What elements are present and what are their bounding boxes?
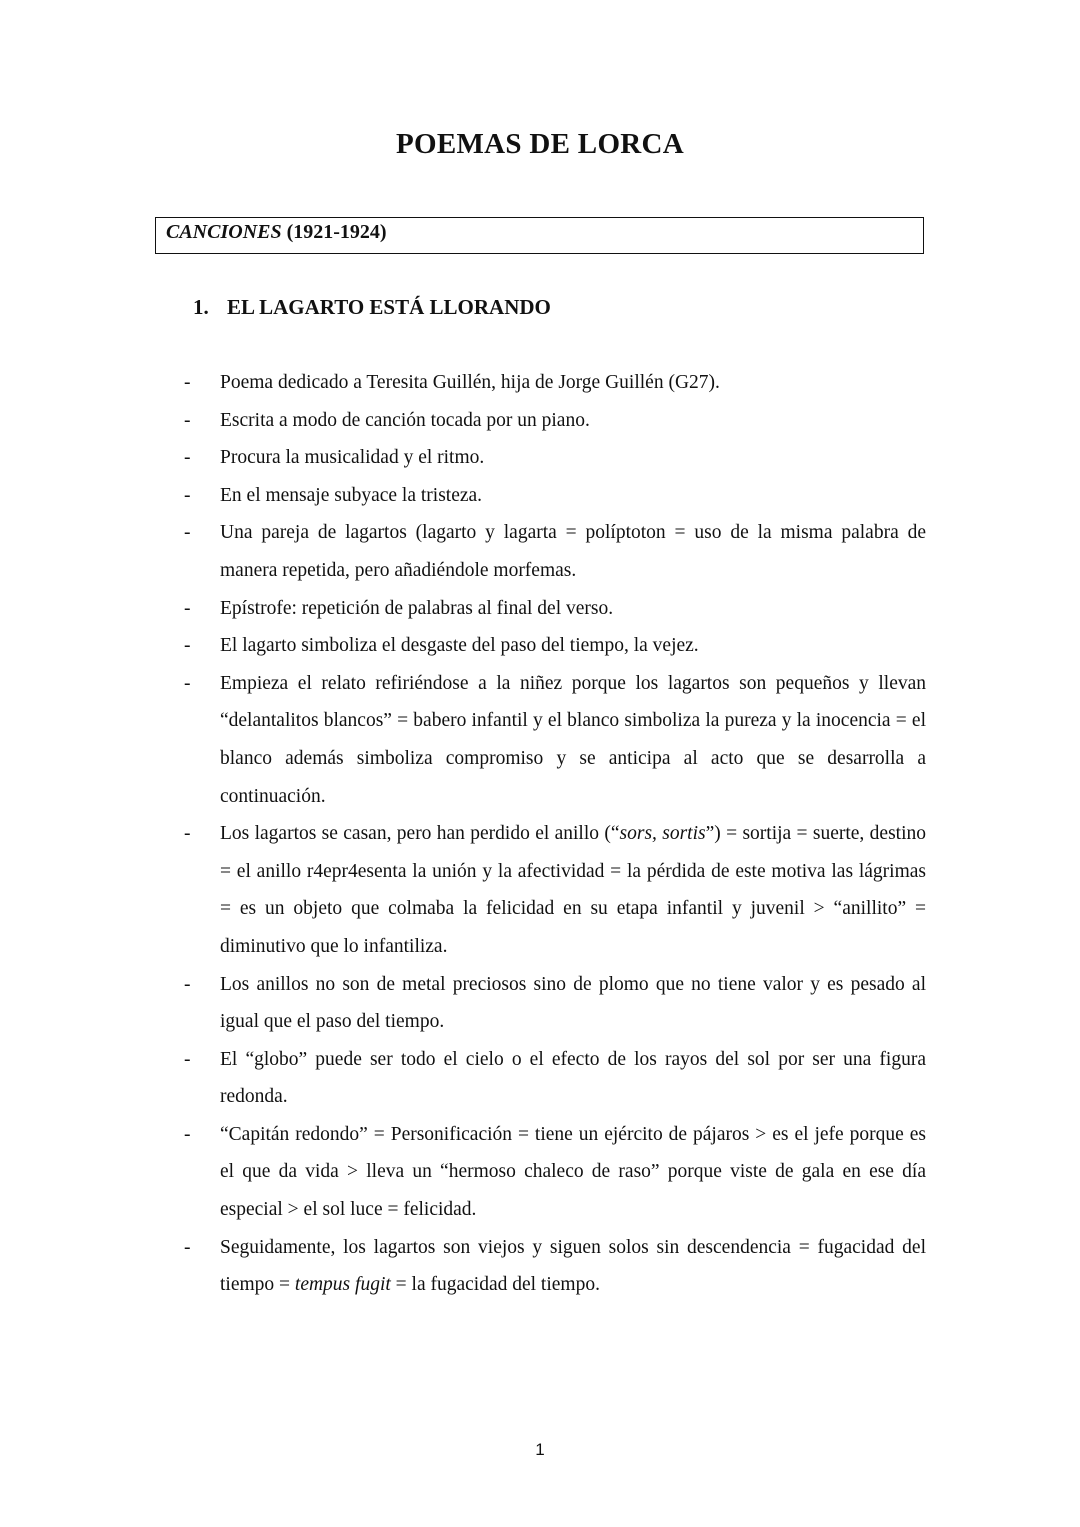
section-header-box [155, 217, 924, 254]
bullet-dash: - [184, 372, 191, 393]
list-item [0, 590, 926, 628]
bullet-dash: - [184, 1123, 191, 1145]
list-item-text: Epístrofe: repetición de palabras al final del verso. [220, 597, 614, 619]
bullet-dash: - [184, 1236, 191, 1258]
poem-heading [193, 292, 551, 322]
list-item [0, 439, 926, 477]
list-item [0, 1229, 926, 1304]
list-item [0, 1041, 926, 1116]
bullet-dash: - [184, 672, 191, 694]
list-item-text: Una pareja de lagartos (lagarto y lagarta = políptoton = uso de la misma palabra de manera repetida, pero añadiéndole morfemas. [220, 522, 926, 581]
list-item-text: Empieza el relato refiriéndose a la niñez porque los lagartos son pequeños y llevan “delantalitos blancos” = babero infantil y el blanco simboliza la pureza y la inocencia = el blanco además simboliza compromiso y se anticipa al acto que se desarrolla a continuación. [220, 672, 926, 807]
bullet-dash: - [184, 409, 191, 431]
list-item [0, 815, 926, 965]
list-item-text: Poema dedicado a Teresita Guillén, hija de Jorge Guillén (G27). [220, 372, 720, 393]
list-item [0, 477, 926, 515]
poem-number: 1. [193, 295, 209, 319]
section-years: (1921-1924) [286, 221, 387, 243]
list-item-text: “Capitán redondo” = Personificación = tiene un ejército de pájaros > es el jefe porque es el que da vida > lleva un “hermoso chaleco de raso” porque viste de gala en ese día especial > el sol luce = felicidad. [220, 1123, 926, 1221]
list-item [0, 364, 926, 402]
poem-title: EL LAGARTO ESTÁ LLORANDO [227, 295, 551, 319]
list-item [0, 665, 926, 815]
bullet-dash: - [184, 1048, 191, 1070]
list-item-text: El lagarto simboliza el desgaste del paso del tiempo, la vejez. [220, 635, 699, 657]
list-item-text: El “globo” puede ser todo el cielo o el efecto de los rayos del sol por ser una figura redonda. [220, 1048, 926, 1108]
list-item-text: Procura la musicalidad y el ritmo. [220, 447, 485, 469]
list-item-text-italic: sors, sortis [619, 823, 706, 845]
list-item-text: Escrita a modo de canción tocada por un piano. [220, 409, 590, 431]
list-item-text: Los anillos no son de metal preciosos sino de plomo que no tiene valor y es pesado al igual que el paso del tiempo. [220, 973, 926, 1033]
list-item-text-after: = la fugacidad del tiempo. [390, 1274, 600, 1296]
list-item-text-before: Los lagartos se casan, pero han perdido el anillo (“ [220, 823, 620, 845]
section-name: CANCIONES [166, 221, 282, 243]
bullet-dash: - [184, 823, 191, 845]
list-item-text-after: ”) = sortija = suerte, destino = el anillo r4epr4esenta la unión y la afectividad = la pérdida de este motiva las lágrimas = es un objeto que colmaba la felicidad en su etapa infantil y juvenil > “anillito” = diminutivo que lo infantiliza. [220, 823, 926, 957]
list-item-text-italic: tempus fugit [294, 1274, 391, 1296]
notes-list [0, 364, 1080, 1304]
list-item-text-before: Seguidamente, los lagartos son viejos y siguen solos sin descendencia = fugacidad del tiempo = [220, 1236, 926, 1296]
bullet-dash: - [184, 597, 191, 619]
bullet-dash: - [184, 635, 191, 657]
list-item [0, 1116, 926, 1229]
list-item [0, 966, 926, 1041]
page-title: POEMAS DE LORCA [395, 128, 685, 160]
list-item [0, 514, 926, 589]
bullet-dash: - [184, 484, 191, 506]
bullet-dash: - [184, 973, 191, 995]
bullet-dash: - [184, 522, 191, 544]
list-item-text: En el mensaje subyace la tristeza. [220, 484, 483, 506]
list-item [0, 402, 926, 440]
bullet-dash: - [184, 447, 191, 469]
page-number: 1 [535, 1440, 545, 1459]
list-item [0, 627, 926, 665]
